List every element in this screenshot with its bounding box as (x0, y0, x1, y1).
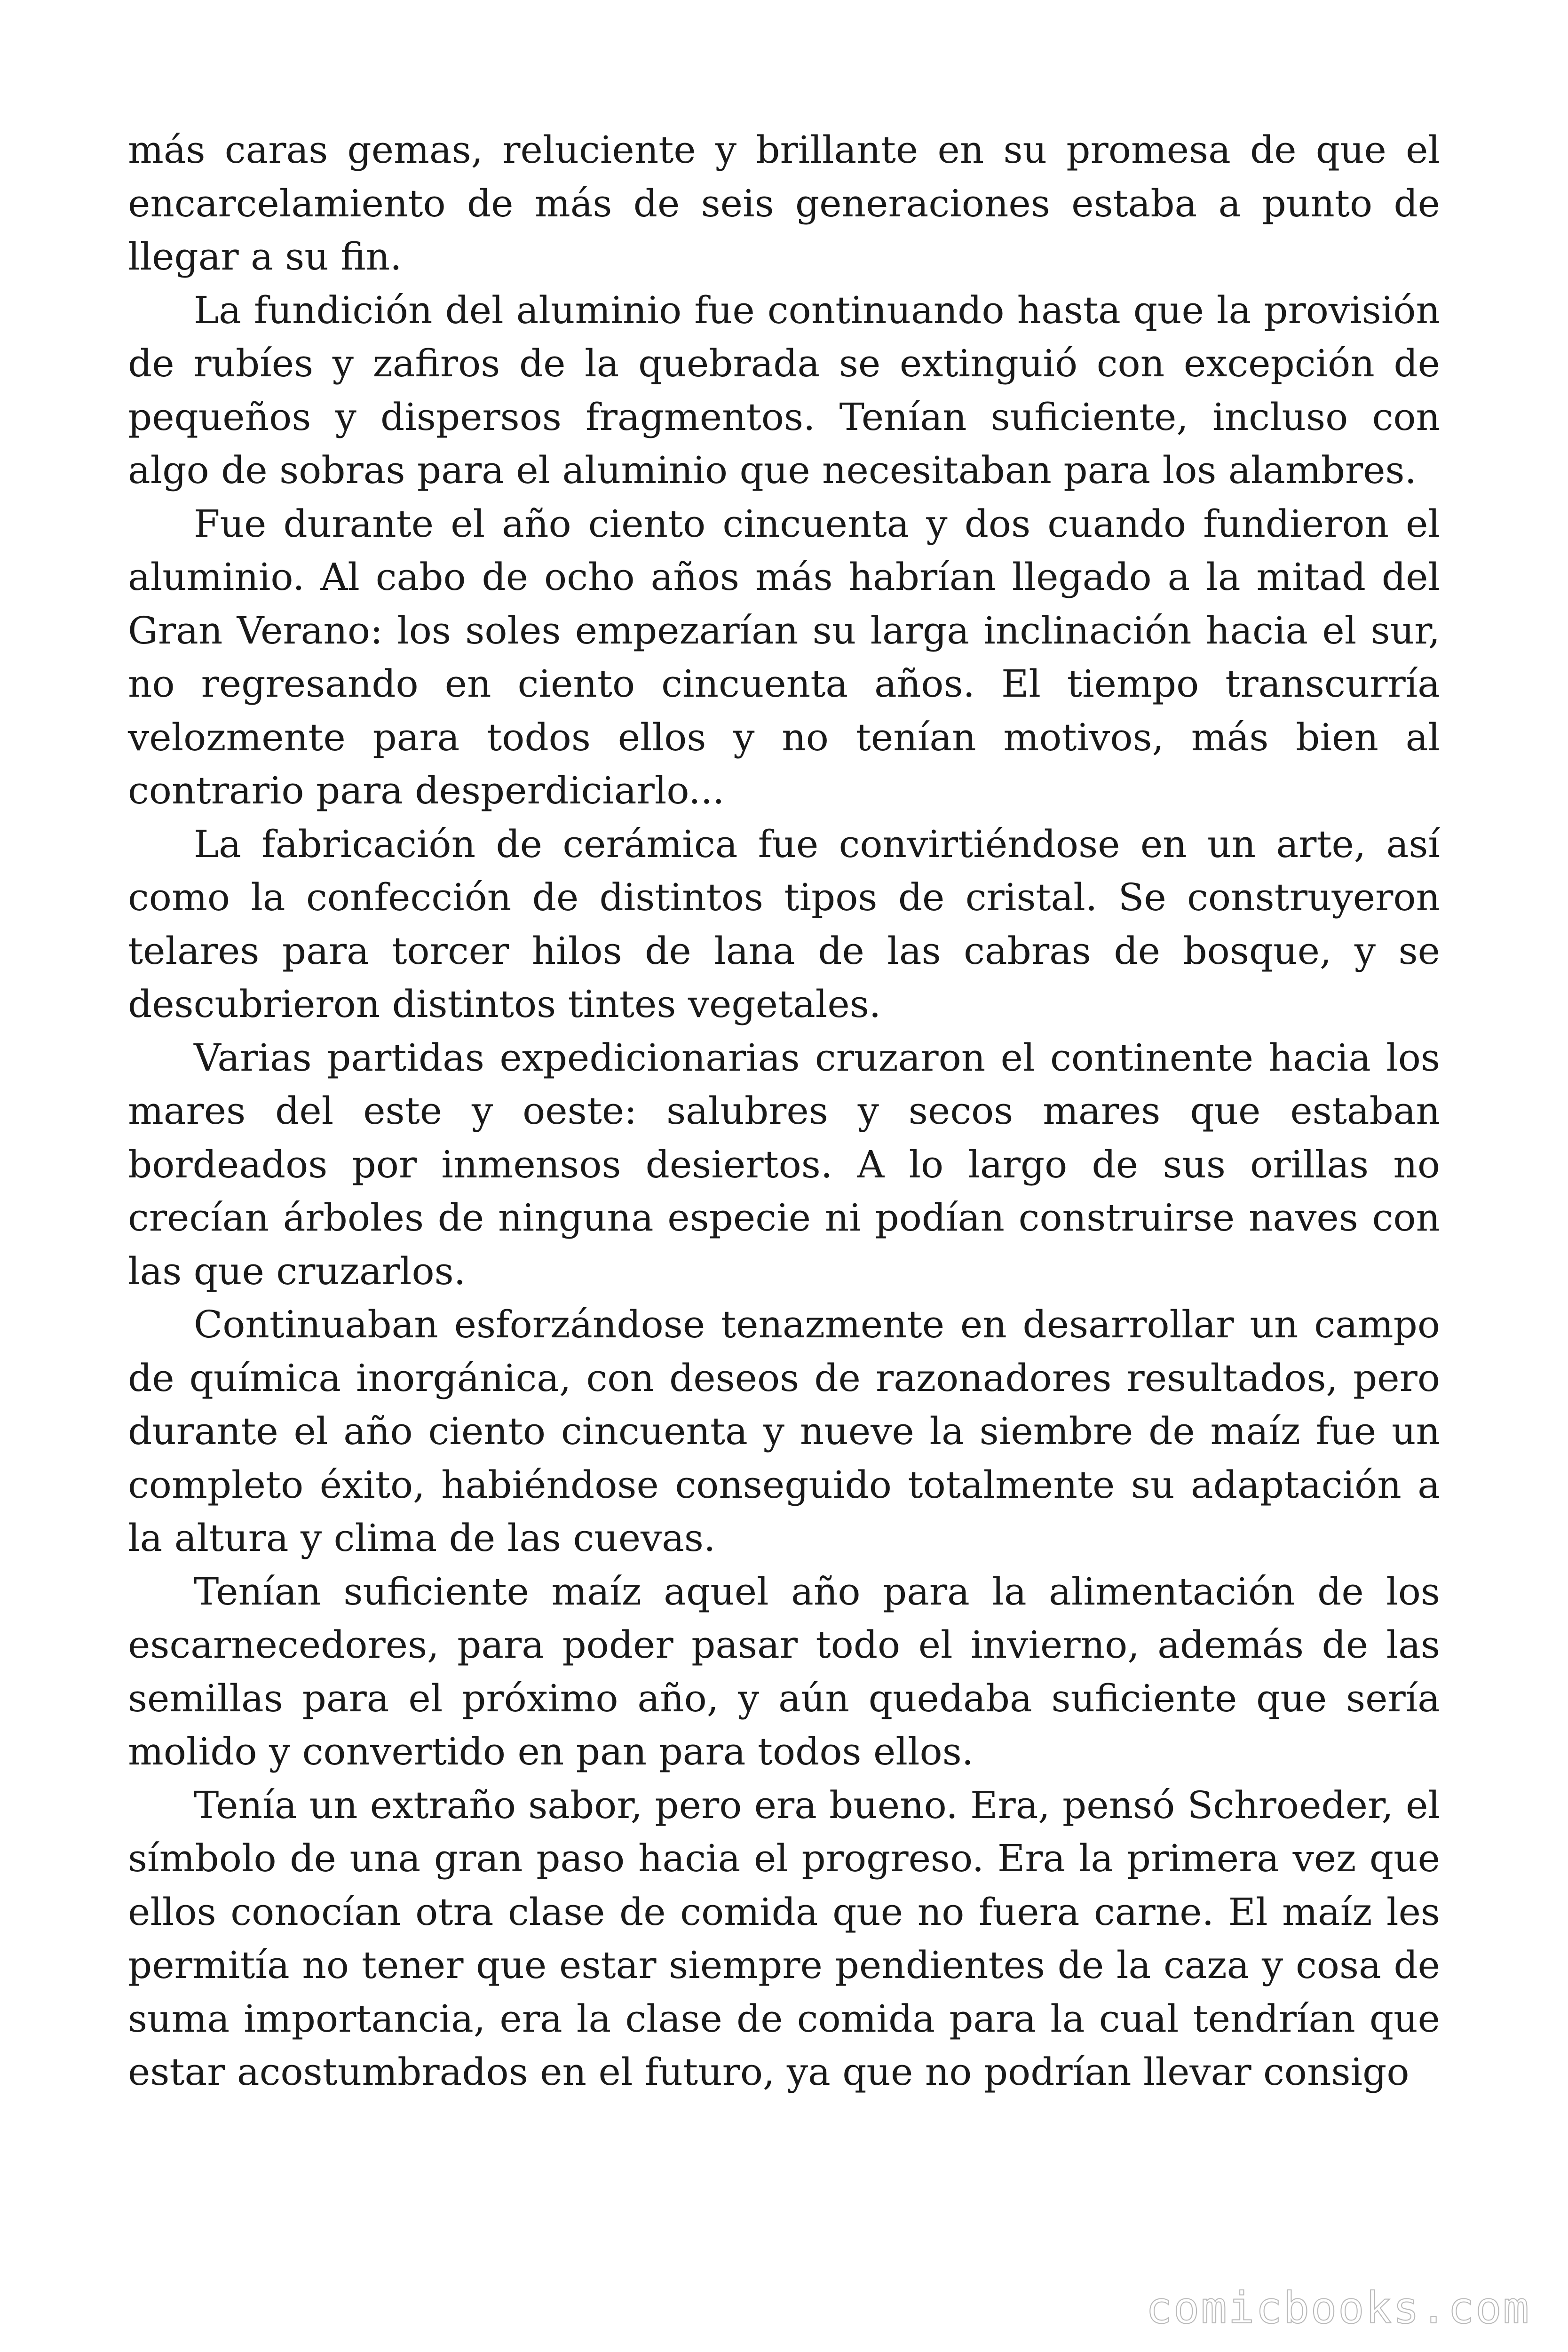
paragraph-6: Continuaban esforzándose tenazmente en desarrollar un campo de química inorgánica, con deseos de razonadores resultados, pero durante el año ciento cincuenta y nueve la siembre de maíz fue un completo éxito, habiéndose conseguido totalmente su adaptación a la altura y clima de las cuevas. (128, 1303, 1440, 1560)
body-text (128, 123, 1440, 2099)
paragraph-1: más caras gemas, reluciente y brillante en su promesa de que el encarcelamiento de más de seis generaciones estaba a punto de llegar a su fin. (128, 128, 1440, 278)
paragraph-5: Varias partidas expedicionarias cruzaron el continente hacia los mares del este y oeste: salubres y secos mares que estaban bordeados por inmensos desiertos. A lo largo de sus orillas no crecían árboles de ninguna especie ni podían construirse naves con las que cruzarlos. (128, 1035, 1440, 1293)
paragraph-4: La fabricación de cerámica fue convirtiéndose en un arte, así como la confección de distintos tipos de cristal. Se construyeron telares para torcer hilos de lana de las cabras de bosque, y se descubrieron distintos tintes vegetales. (128, 822, 1440, 1026)
paragraph-2: La fundición del aluminio fue continuando hasta que la provisión de rubíes y zafiros de la quebrada se extinguió con excepción de pequeños y dispersos fragmentos. Tenían suficiente, incluso con algo de sobras para el aluminio que necesitaban para los alambres. (128, 288, 1440, 492)
watermark: comicbooks.com (1146, 2283, 1530, 2333)
paragraph-3: Fue durante el año ciento cincuenta y dos cuando fundieron el aluminio. Al cabo de ocho años más habrían llegado a la mitad del Gran Verano: los soles empezarían su larga inclinación hacia el sur, no regresando en ciento cincuenta años. El tiempo transcurría velozmente para todos ellos y no tenían motivos, más bien al contrario para desperdiciarlo... (128, 501, 1440, 812)
paragraph-7: Tenían suficiente maíz aquel año para la alimentación de los escarnecedores, para poder pasar todo el invierno, además de las semillas para el próximo año, y aún quedaba suficiente que sería molido y convertido en pan para todos ellos. (128, 1569, 1440, 1773)
paragraph-8: Tenía un extraño sabor, pero era bueno. Era, pensó Schroeder, el símbolo de una gran paso hacia el progreso. Era la primera vez que ellos conocían otra clase de comida que no fuera carne. El maíz les permitía no tener que estar siempre pendientes de la caza y cosa de suma importancia, era la clase de comida para la cual tendrían que estar acostumbrados en el futuro, ya que no podrían llevar consigo (128, 1783, 1440, 2094)
